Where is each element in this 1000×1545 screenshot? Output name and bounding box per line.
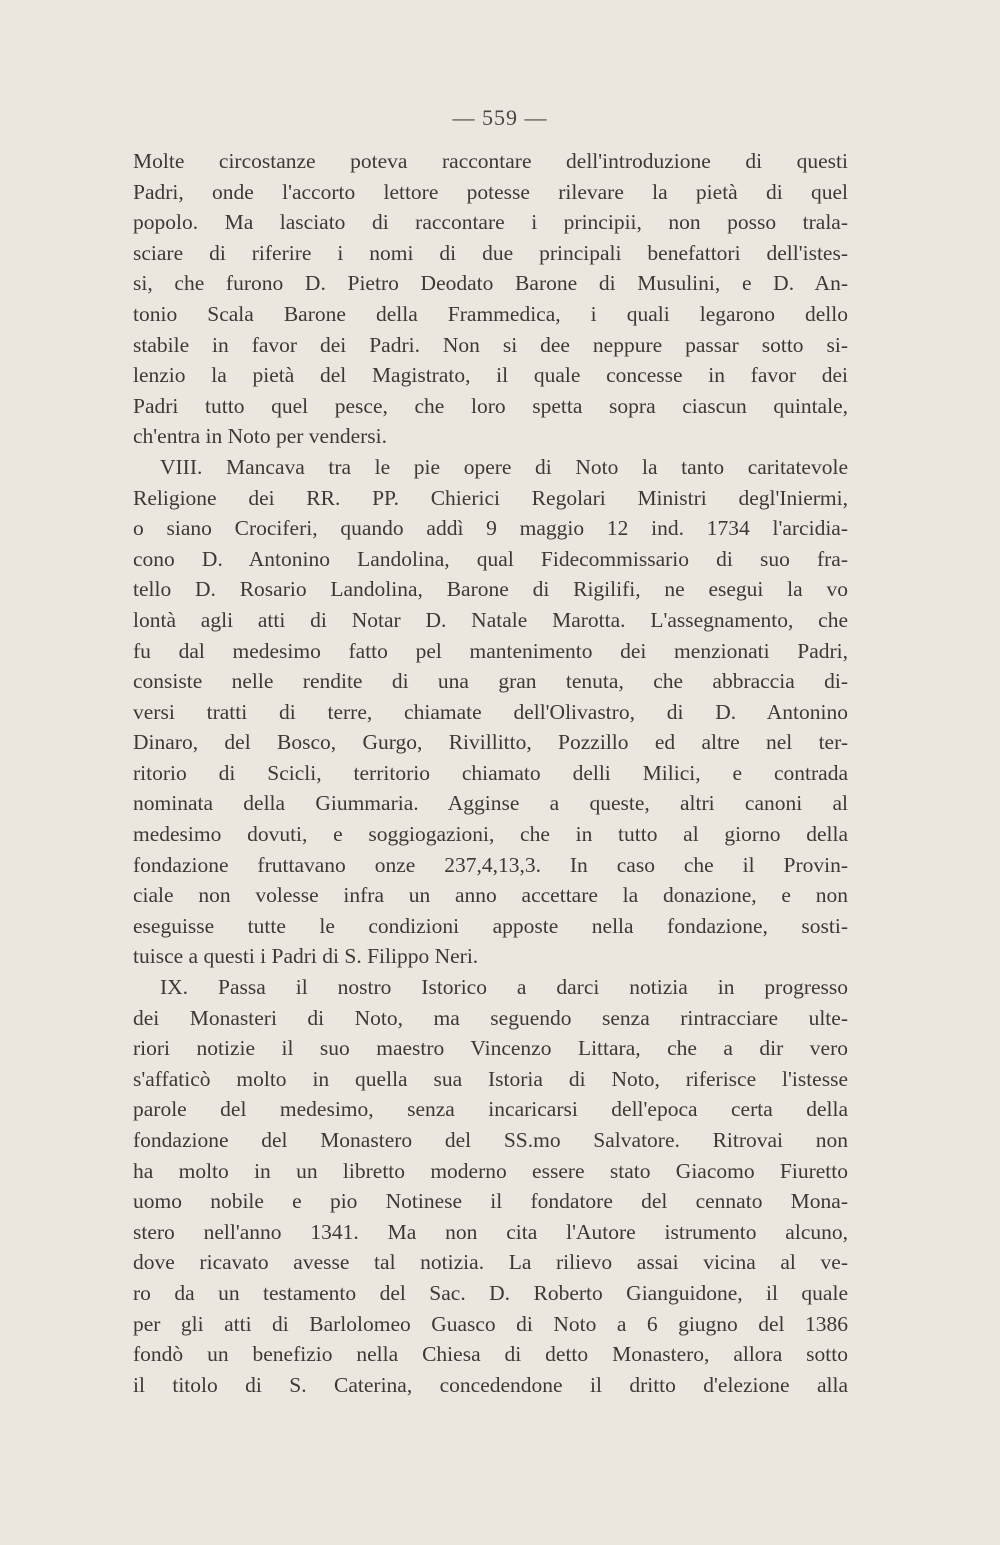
text-line: Molte circostanze poteva raccontare dell'introduzione di questi — [133, 149, 848, 173]
text-line: IX. Passa il nostro Istorico a darci notizia in progresso — [160, 975, 848, 1000]
text-line: riori notizie il suo maestro Vincenzo Littara, che a dir vero — [133, 1036, 848, 1061]
text-line: stabile in favor dei Padri. Non si dee neppure passar sotto si- — [133, 332, 848, 357]
text-line: VIII. Mancava tra le pie opere di Noto la tanto caritatevole — [160, 454, 848, 479]
text-line: ha molto in un libretto moderno essere stato Giacomo Fiuretto — [133, 1158, 848, 1183]
text-line: fondò un benefizio nella Chiesa di detto Monastero, allora sotto — [133, 1342, 848, 1367]
text-line: medesimo dovuti, e soggiogazioni, che in tutto al giorno della — [133, 822, 848, 847]
text-line: versi tratti di terre, chiamate dell'Olivastro, di D. Antonino — [133, 699, 848, 724]
text-line: eseguisse tutte le condizioni apposte nella fondazione, sosti- — [133, 913, 848, 938]
text-line: popolo. Ma lasciato di raccontare i principii, non posso trala- — [133, 210, 848, 235]
text-line: sciare di riferire i nomi di due principali benefattori dell'istes- — [133, 240, 848, 265]
text-line: Padri, onde l'accorto lettore potesse rilevare la pietà di quel — [133, 179, 848, 204]
text-line: tonio Scala Barone della Frammedica, i quali legarono dello — [133, 301, 848, 326]
text-line: il titolo di S. Caterina, concedendone il dritto d'elezione alla — [133, 1372, 848, 1397]
text-line: lontà agli atti di Notar D. Natale Marotta. L'assegnamento, che — [133, 607, 848, 632]
text-line: stero nell'anno 1341. Ma non cita l'Autore istrumento alcuno, — [133, 1219, 848, 1244]
text-line: lenzio la pietà del Magistrato, il quale concesse in favor dei — [133, 363, 848, 388]
text-line: Dinaro, del Bosco, Gurgo, Rivillitto, Pozzillo ed altre nel ter- — [133, 730, 848, 755]
text-line: ciale non volesse infra un anno accettare la donazione, e non — [133, 883, 848, 908]
text-line: fondazione fruttavano onze 237,4,13,3. In caso che il Provin- — [133, 852, 848, 877]
text-line: Padri tutto quel pesce, che loro spetta sopra ciascun quintale, — [133, 393, 848, 418]
text-line: Religione dei RR. PP. Chierici Regolari Ministri degl'Iniermi, — [133, 485, 848, 510]
page-number: — 559 — — [452, 105, 548, 130]
text-line: s'affaticò molto in quella sua Istoria di Noto, riferisce l'istesse — [133, 1066, 848, 1091]
text-line: ro da un testamento del Sac. D. Roberto Gianguidone, il quale — [133, 1280, 848, 1305]
text-line: ch'entra in Noto per vendersi. — [133, 424, 388, 449]
text-line: dove ricavato avesse tal notizia. La rilievo assai vicina al ve- — [133, 1250, 848, 1275]
text-line: si, che furono D. Pietro Deodato Barone di Musulini, e D. An- — [133, 271, 848, 296]
text-line: fu dal medesimo fatto pel mantenimento dei menzionati Padri, — [133, 638, 848, 663]
text-line: ritorio di Scicli, territorio chiamato delli Milici, e contrada — [133, 760, 848, 785]
body-text — [133, 146, 848, 1400]
text-line: parole del medesimo, senza incaricarsi dell'epoca certa della — [133, 1097, 848, 1122]
text-line: dei Monasteri di Noto, ma seguendo senza rintracciare ulte- — [133, 1005, 848, 1030]
text-line: per gli atti di Barlolomeo Guasco di Noto a 6 giugno del 1386 — [133, 1311, 848, 1336]
text-line: fondazione del Monastero del SS.mo Salvatore. Ritrovai non — [133, 1128, 848, 1152]
text-line: consiste nelle rendite di una gran tenuta, che abbraccia di- — [133, 669, 848, 694]
text-line: tuisce a questi i Padri di S. Filippo Neri. — [133, 944, 479, 969]
text-line: nominata della Giummaria. Agginse a queste, altri canoni al — [133, 791, 848, 816]
text-line: o siano Crociferi, quando addì 9 maggio 12 ind. 1734 l'arcidia- — [133, 516, 848, 541]
text-line: cono D. Antonino Landolina, qual Fidecommissario di suo fra- — [133, 546, 848, 571]
text-line: tello D. Rosario Landolina, Barone di Rigilifi, ne esegui la vo — [133, 577, 848, 602]
text-line: uomo nobile e pio Notinese il fondatore del cennato Mona- — [133, 1189, 848, 1214]
